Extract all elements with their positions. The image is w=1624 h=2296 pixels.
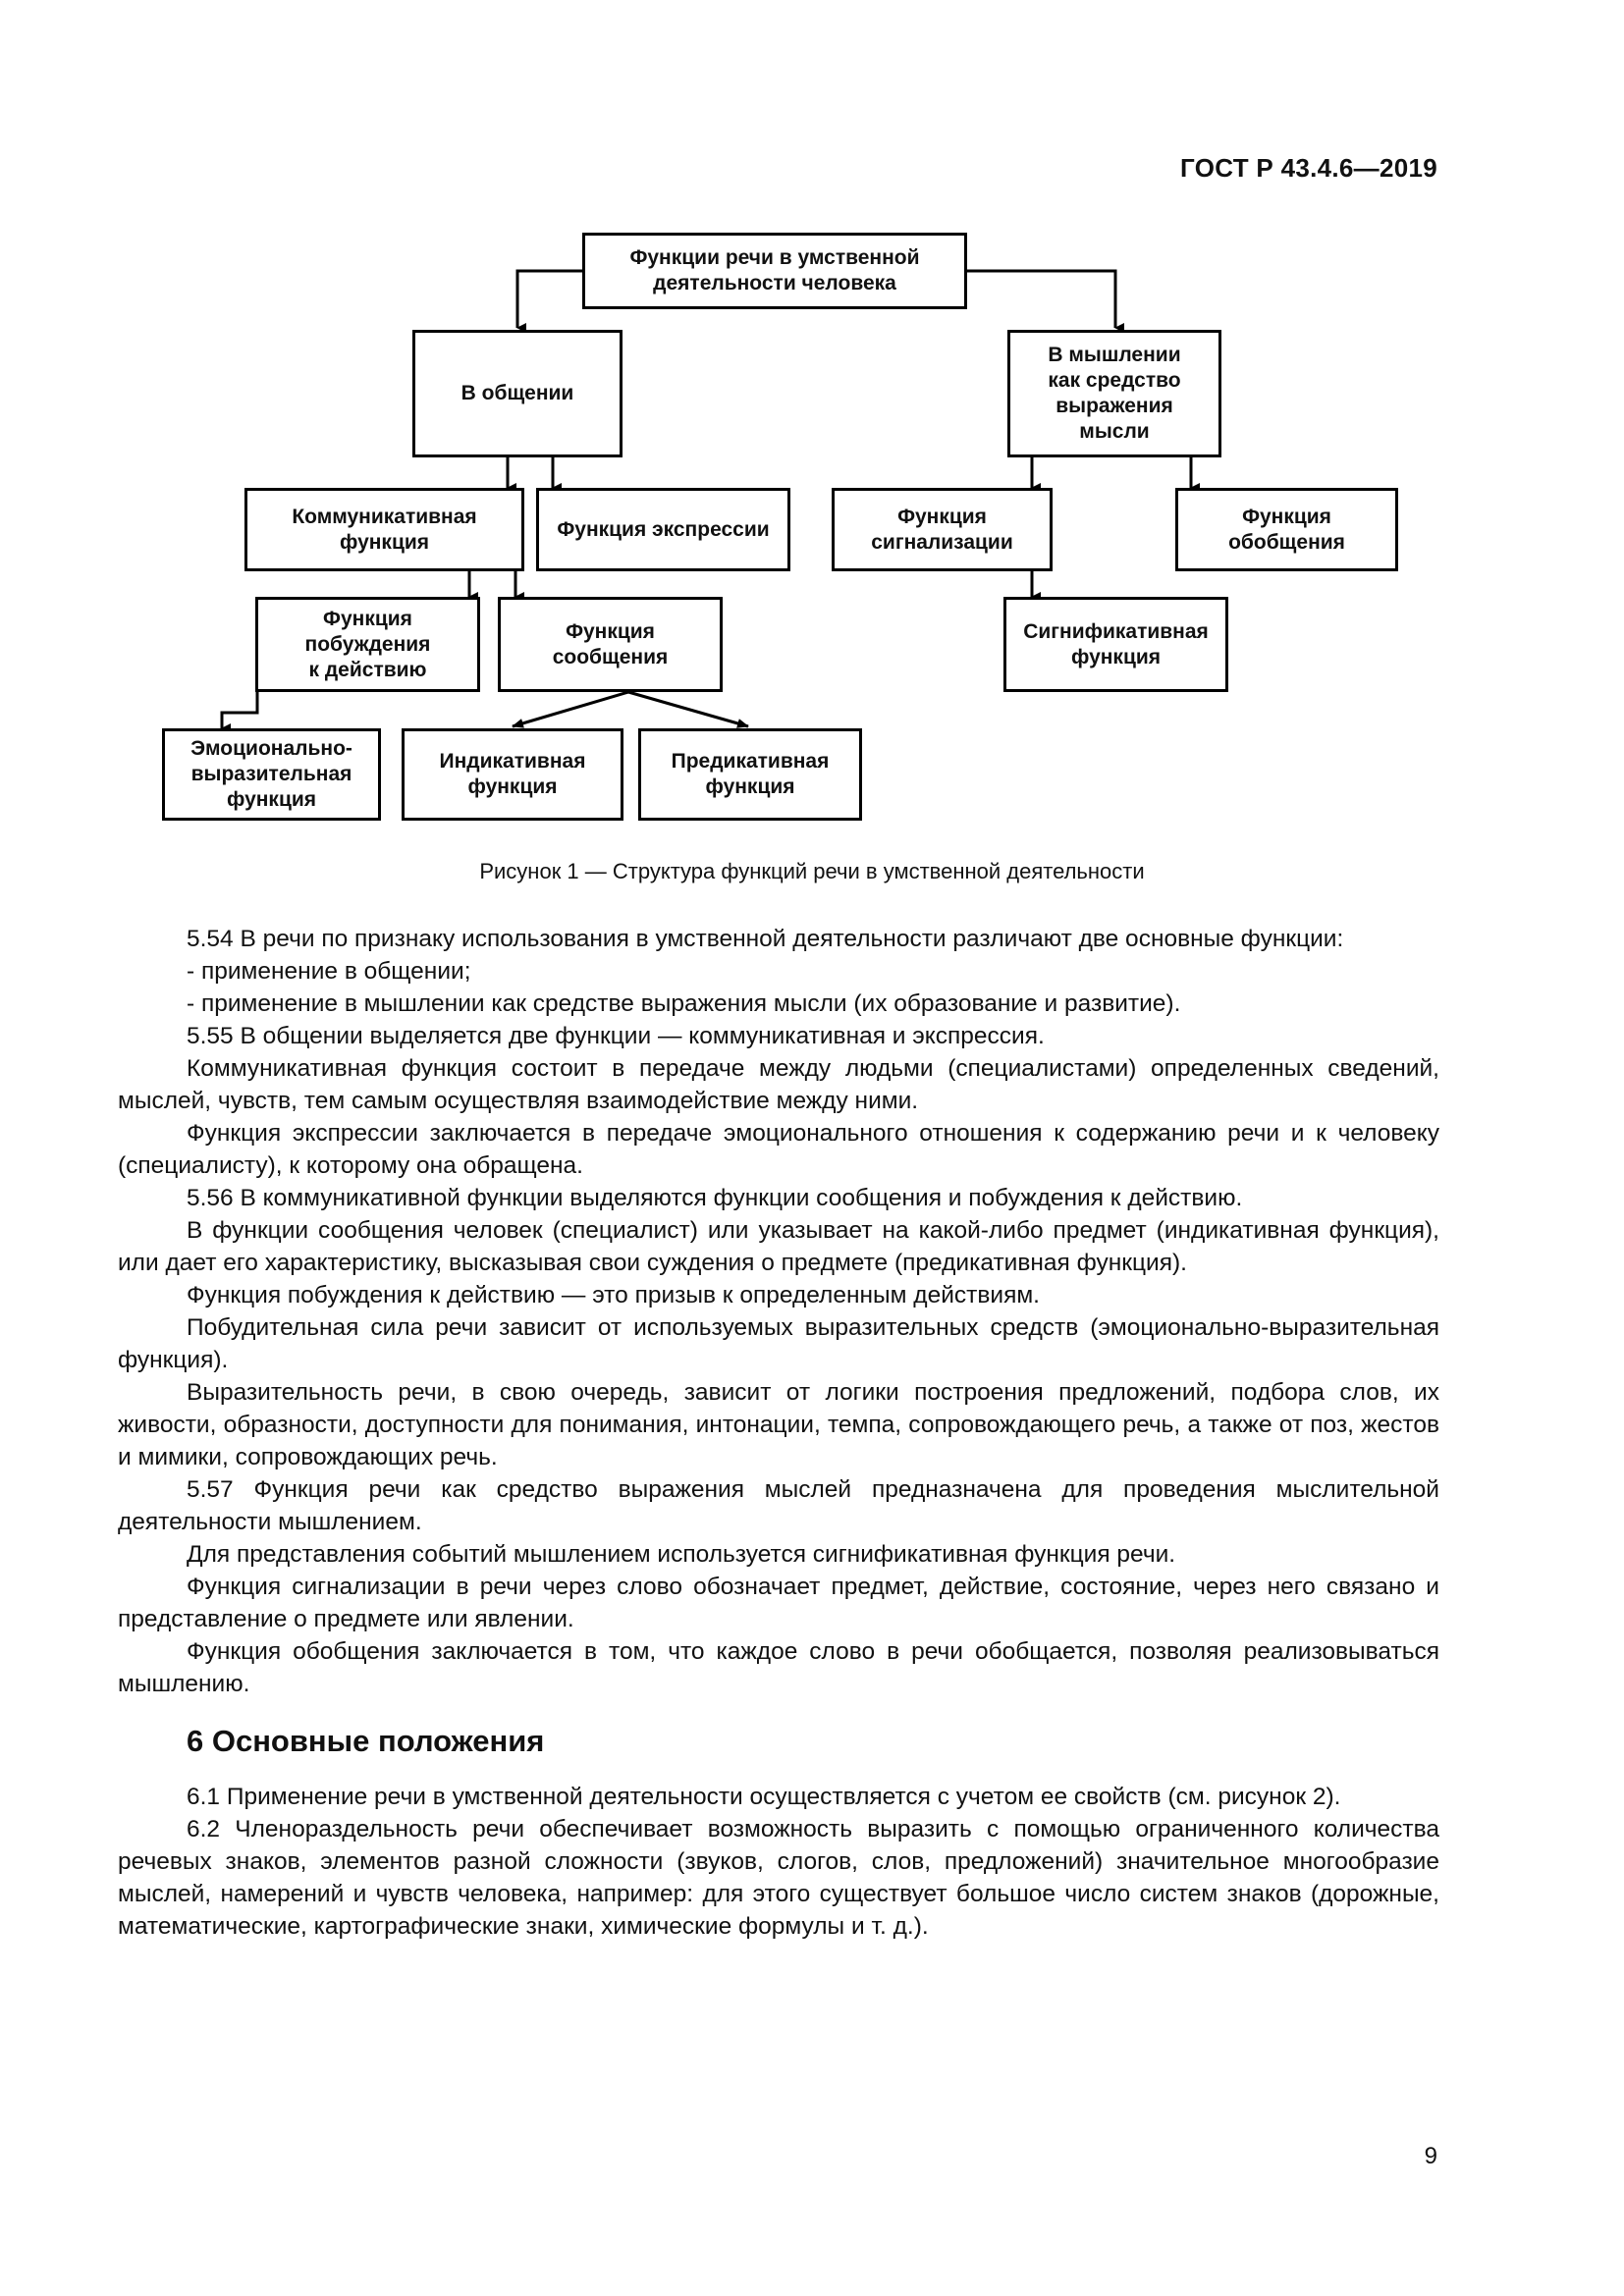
paragraph: Побудительная сила речи зависит от используемых выразительных средств (эмоционально-выразительная функция). [118,1314,1439,1373]
predicative-box: Предикативная функция [638,728,862,821]
list-item: - применение в общении; [187,958,471,985]
message-box: Функция сообщения [498,597,723,692]
communicative-box: Коммуникативная функция [244,488,524,571]
paragraph: 5.56 В коммуникативной функции выделяются функции сообщения и побуждения к действию. [187,1185,1243,1211]
paragraph: Функция побуждения к действию — это призыв к определенным действиям. [187,1282,1040,1308]
diagram-connectors [0,0,1624,844]
communication-box: В общении [412,330,623,457]
indicative-box: Индикативная функция [402,728,623,821]
paragraph: 5.54 В речи по признаку использования в умственной деятельности различают две основные функции: [187,926,1344,952]
paragraph: 6.2 Членораздельность речи обеспечивает возможность выразить с помощью ограниченного количества речевых знаков, элементов разной сложности (звуков, слогов, слов, предложений) значительное многообразие мыслей, намерений и чувств человека, например: для этого существует большое число систем знаков (дорожные, математические, картографические знаки, химические формулы и т. д.). [118,1816,1439,1940]
list-item: - применение в мышлении как средстве выражения мысли (их образование и развитие). [187,990,1181,1017]
signaling-box: Функция сигнализации [832,488,1053,571]
paragraph: В функции сообщения человек (специалист) или указывает на какой-либо предмет (индикативная функция), или дает его характеристику, высказывая свои суждения о предмете (предикативная функция). [118,1217,1439,1276]
paragraph: Функция обобщения заключается в том, что каждое слово в речи обобщается, позволяя реализовываться мышлению. [118,1638,1439,1697]
page-number: 9 [1424,2143,1437,2169]
paragraph: Коммуникативная функция состоит в передаче между людьми (специалистами) определенных сведений, мыслей, чувств, тем самым осуществляя взаимодействие между ними. [118,1055,1439,1114]
thinking-box: В мышлении как средство выражения мысли [1007,330,1221,457]
root-box: Функции речи в умственной деятельности человека [582,233,967,309]
figure-caption: Рисунок 1 — Структура функций речи в умственной деятельности [479,859,1145,883]
paragraph: 5.57 Функция речи как средство выражения мыслей предназначена для проведения мыслительной деятельности мышлением. [118,1476,1439,1535]
generalization-box: Функция обобщения [1175,488,1398,571]
paragraph: Функция сигнализации в речи через слово обозначает предмет, действие, состояние, через него связано и представление о предмете или явлении. [118,1574,1439,1632]
emotional-box: Эмоционально- выразительная функция [162,728,381,821]
paragraph: 6.1 Применение речи в умственной деятельности осуществляется с учетом ее свойств (см. рисунок 2). [187,1784,1341,1810]
significative-box: Сигнификативная функция [1003,597,1228,692]
incentive-box: Функция побуждения к действию [255,597,480,692]
document-id: ГОСТ Р 43.4.6—2019 [1180,153,1437,183]
expression-box: Функция экспрессии [536,488,790,571]
paragraph: Выразительность речи, в свою очередь, зависит от логики построения предложений, подбора слов, их живости, образности, доступности для понимания, интонации, темпа, сопровождающего речь, а также от поз, жестов и мимики, сопровождающих речь. [118,1379,1439,1470]
paragraph: 5.55 В общении выделяется две функции — коммуникативная и экспрессия. [187,1023,1045,1049]
section-title: 6 Основные положения [187,1724,545,1758]
functions-diagram [0,0,1624,844]
paragraph: Для представления событий мышлением используется сигнификативная функция речи. [187,1541,1176,1568]
body-text [118,923,1439,1943]
paragraph: Функция экспрессии заключается в передаче эмоционального отношения к содержанию речи и к человеку (специалисту), к которому она обращена. [118,1120,1439,1179]
